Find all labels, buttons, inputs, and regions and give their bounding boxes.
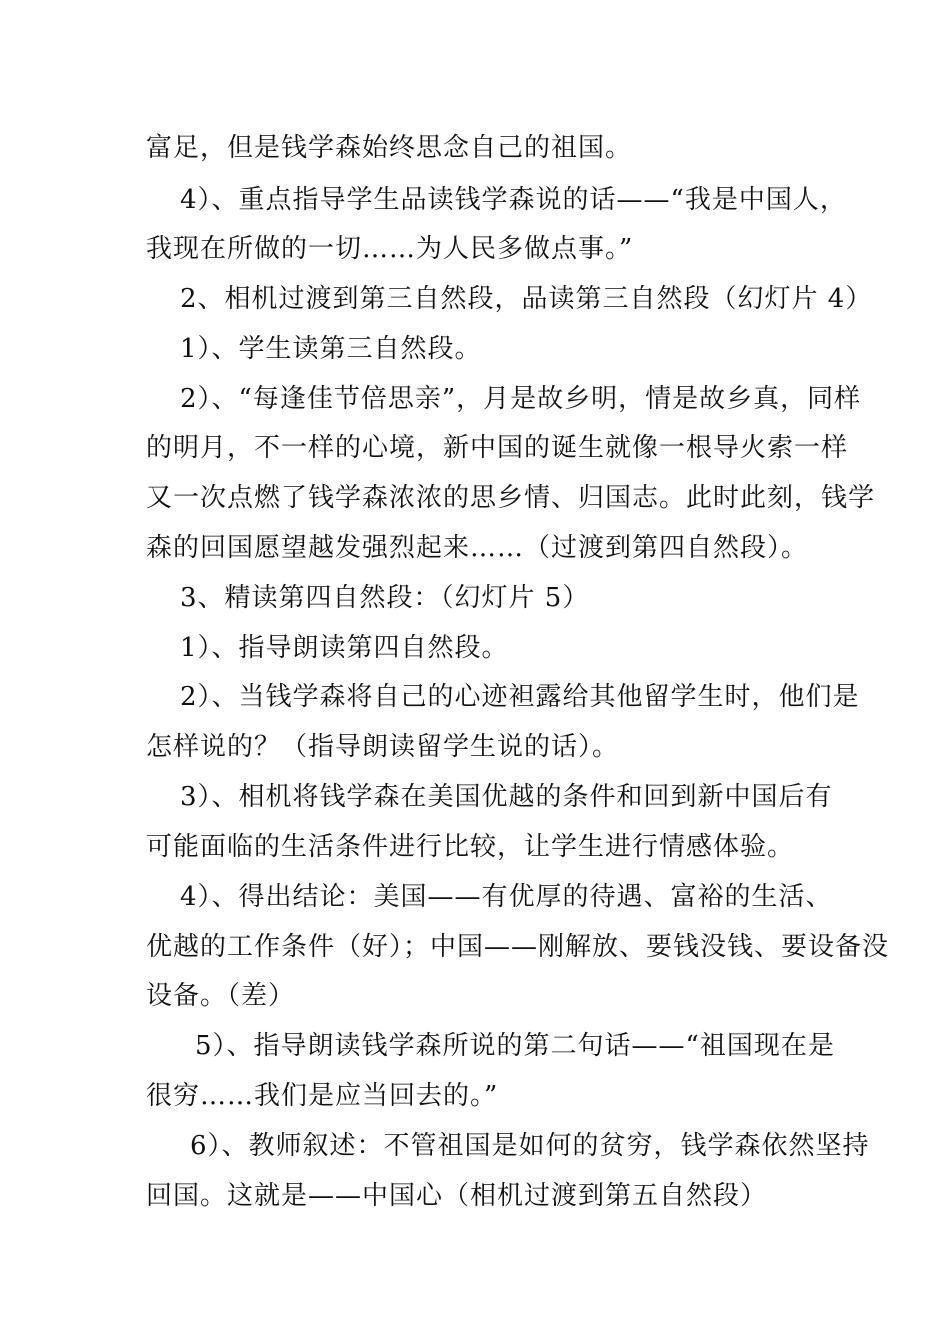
- text-line: 2、相机过渡到第三自然段，品读第三自然段（幻灯片 4）: [180, 284, 873, 314]
- text-line: 很穷……我们是应当回去的。”: [146, 1081, 499, 1111]
- text-line: 富足，但是钱学森始终思念自己的祖国。: [146, 133, 633, 163]
- text-line: 可能面临的生活条件进行比较，让学生进行情感体验。: [146, 832, 795, 862]
- text-line: 6）、教师叙述：不管祖国是如何的贫穷，钱学森依然坚持: [190, 1131, 870, 1161]
- text-line: 5）、指导朗读钱学森所说的第二句话——“祖国现在是: [195, 1031, 835, 1061]
- text-line: 4）、得出结论：美国——有优厚的待遇、富裕的生活、: [180, 882, 833, 912]
- text-line: 1）、学生读第三自然段。: [180, 334, 482, 364]
- text-line: 4）、重点指导学生品读钱学森说的话——“我是中国人，: [180, 185, 847, 215]
- text-line: 2）、当钱学森将自己的心迹袒露给其他留学生时，他们是: [180, 682, 860, 712]
- text-line: 又一次点燃了钱学森浓浓的思乡情、归国志。此时此刻，钱学: [146, 483, 876, 513]
- text-line: 的明月，不一样的心境，新中国的诞生就像一根导火索一样: [146, 433, 849, 463]
- text-line: 森的回国愿望越发强烈起来……（过渡到第四自然段）。: [146, 533, 809, 563]
- text-line: 我现在所做的一切……为人民多做点事。”: [146, 234, 634, 264]
- text-line: 设备。（差）: [146, 981, 296, 1011]
- text-line: 2）、“每逢佳节倍思亲”，月是故乡明，情是故乡真，同样: [180, 384, 862, 414]
- text-line: 回国。这就是——中国心（相机过渡到第五自然段）: [146, 1181, 768, 1211]
- text-line: 怎样说的？（指导朗读留学生说的话）。: [146, 732, 620, 762]
- text-line: 1）、指导朗读第四自然段。: [180, 633, 509, 663]
- text-line: 优越的工作条件（好）；中国——刚解放、要钱没钱、要设备没: [146, 932, 890, 962]
- text-line: 3、精读第四自然段：（幻灯片 5）: [180, 583, 590, 613]
- text-line: 3）、相机将钱学森在美国优越的条件和回到新中国后有: [180, 782, 833, 812]
